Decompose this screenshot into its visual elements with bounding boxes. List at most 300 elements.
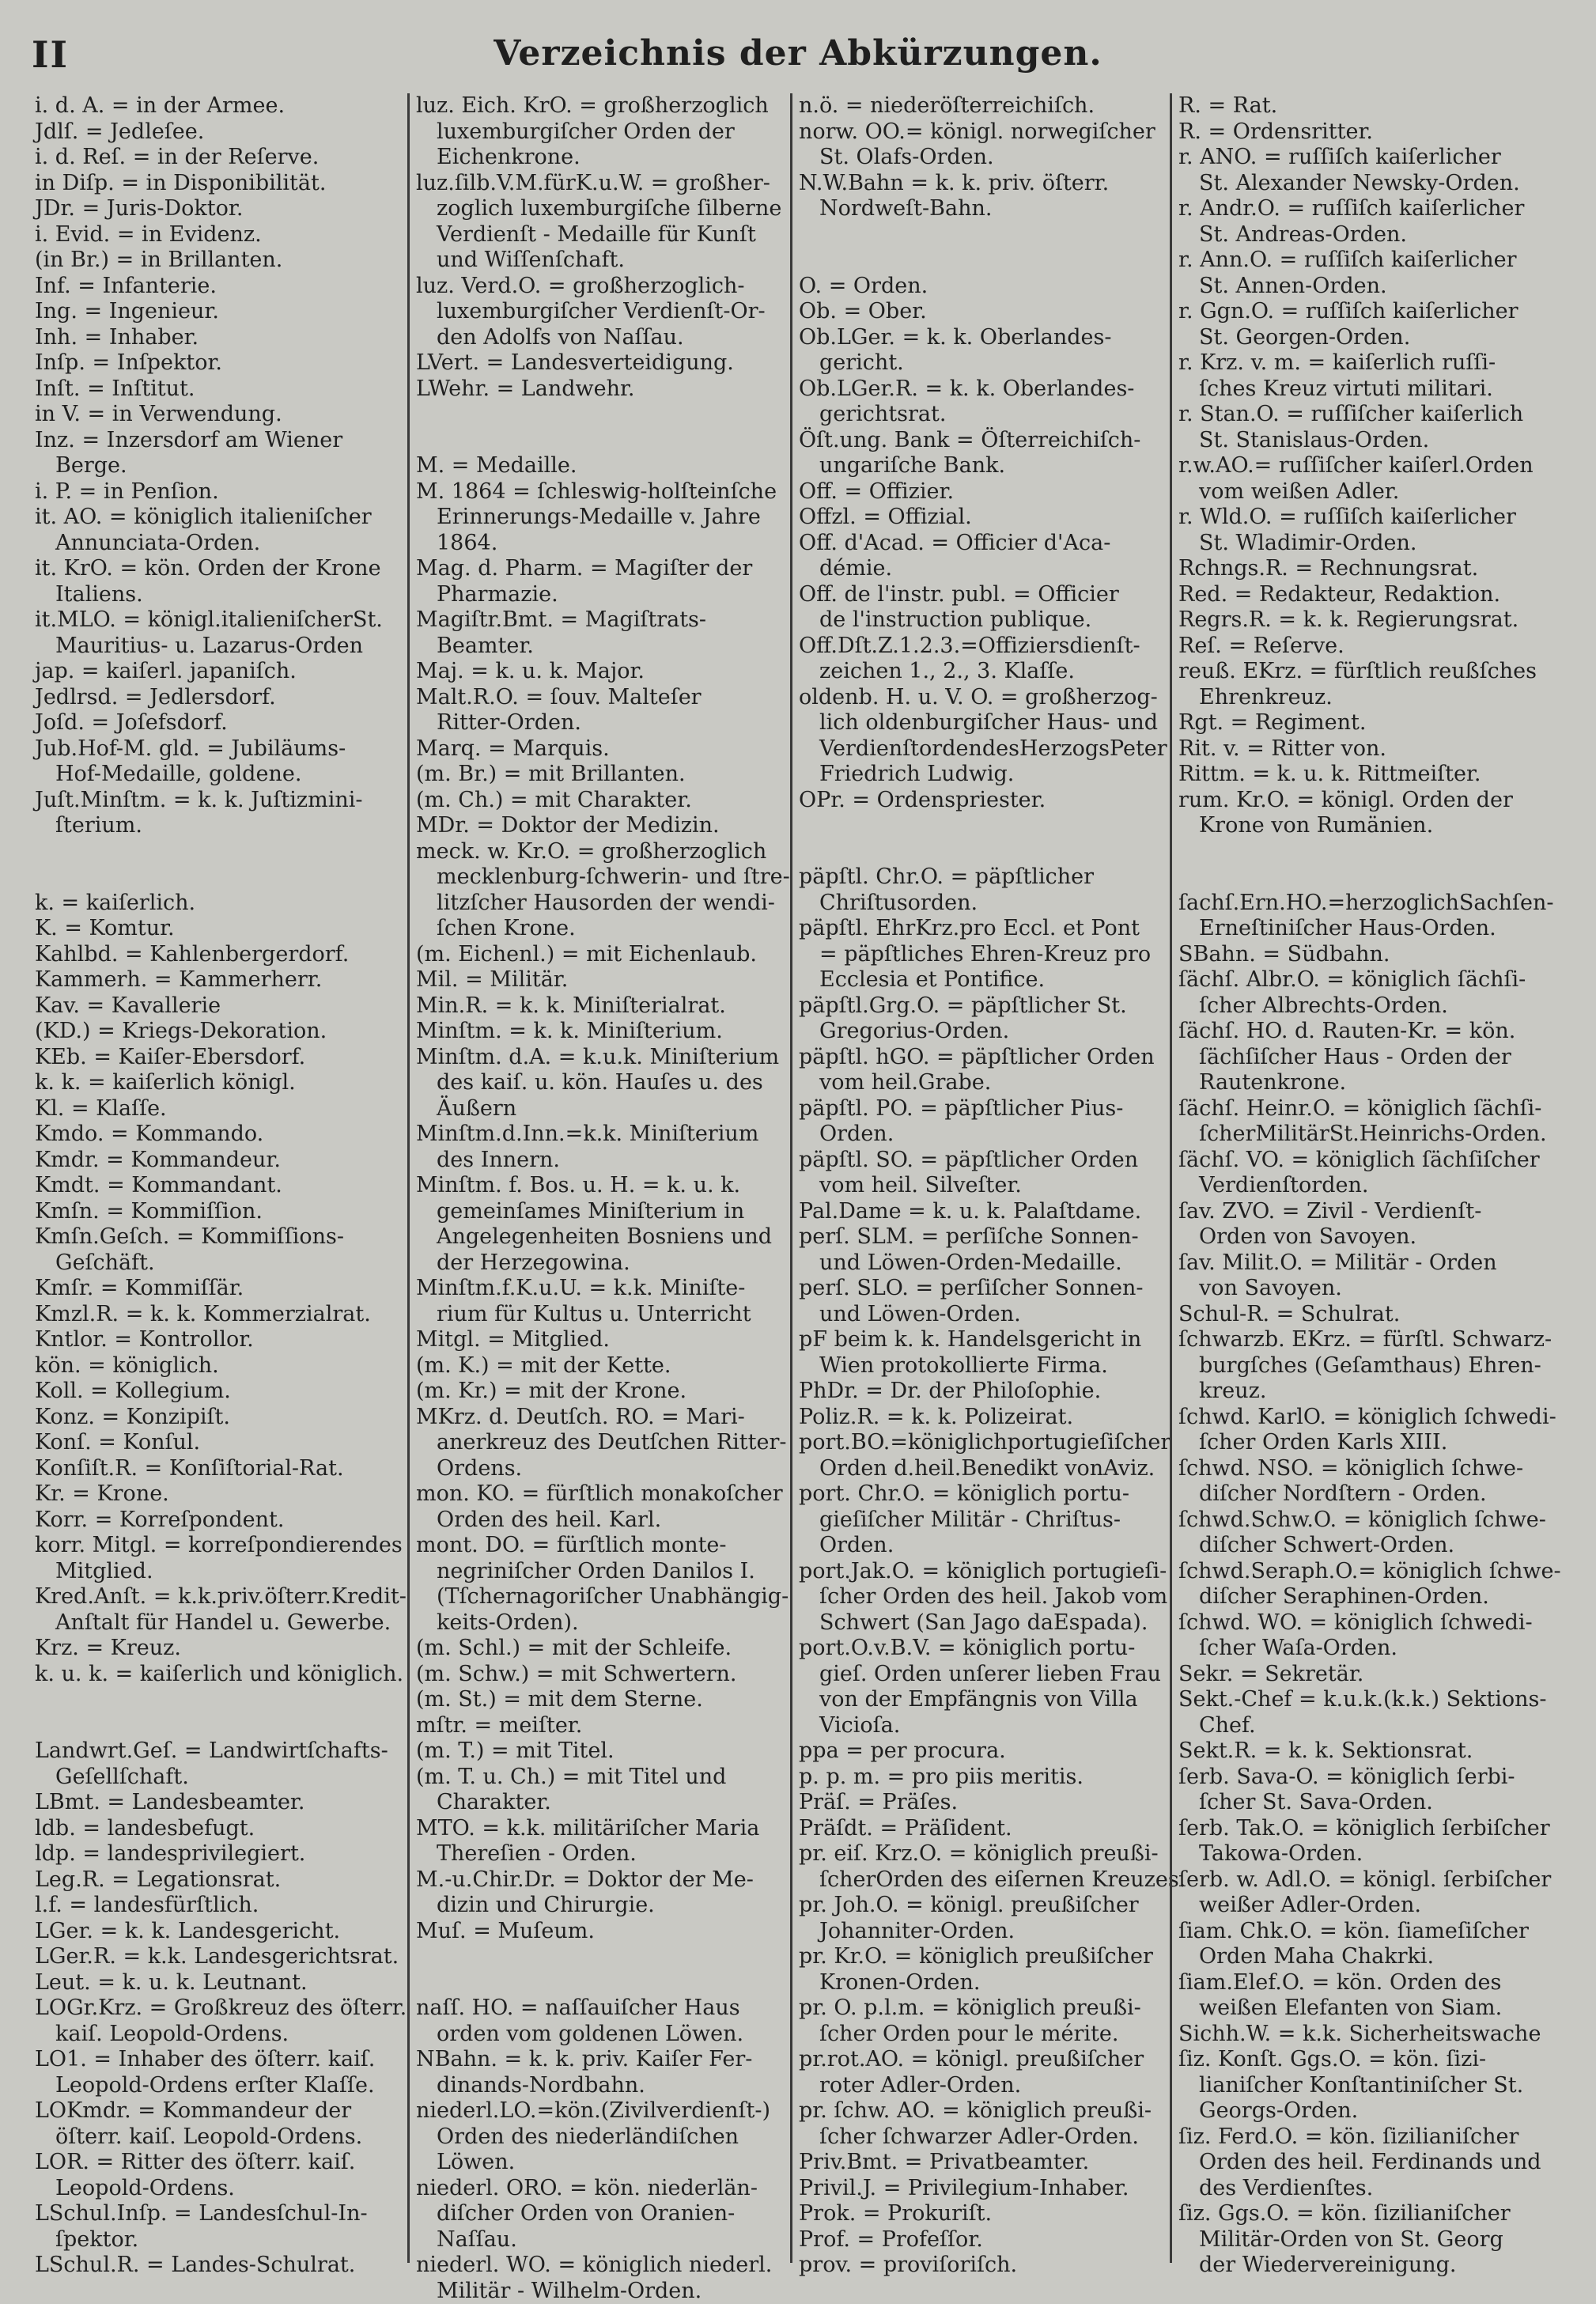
entry-line: Off.Dſt.Z.1.2.3.=Offiziersdienſt- xyxy=(799,634,1163,660)
abbreviation-entry xyxy=(35,479,401,505)
entry-line: ſiam.Elef.O. = kön. Orden des xyxy=(1178,1970,1559,1996)
abbreviation-entry xyxy=(1178,299,1559,350)
entry-continuation: Georgs-Orden. xyxy=(1178,2098,1559,2124)
entry-line: päpſtl. hGO. = päpſtlicher Orden xyxy=(799,1045,1163,1071)
entry-continuation: Äußern xyxy=(416,1096,784,1122)
entry-continuation: ſächſiſcher Haus - Orden der xyxy=(1178,1045,1559,1071)
section-gap xyxy=(416,1944,784,1970)
entry-continuation: Schwert (San Jago daEspada). xyxy=(799,1610,1163,1636)
abbreviation-entry xyxy=(416,274,784,351)
abbreviation-entry xyxy=(799,2047,1163,2098)
abbreviation-entry xyxy=(35,119,401,146)
abbreviation-entry xyxy=(35,1481,401,1508)
entry-continuation: der Herzegowina. xyxy=(416,1250,784,1277)
abbreviation-entry xyxy=(1178,1199,1559,1250)
entry-continuation: = päpſtliches Ehren-Kreuz pro xyxy=(799,942,1163,968)
abbreviation-entry xyxy=(35,1456,401,1482)
abbreviation-entry xyxy=(416,479,784,557)
entry-line: r. ANO. = ruſſiſch kaiſerlicher xyxy=(1178,145,1559,171)
abbreviation-entry xyxy=(799,685,1163,788)
column-4 xyxy=(1170,93,1565,2263)
abbreviation-entry xyxy=(416,1353,784,1379)
entry-line: R. = Ordensritter. xyxy=(1178,119,1559,146)
entry-line: Sekt.R. = k. k. Sektionsrat. xyxy=(1178,1738,1559,1765)
abbreviation-entry xyxy=(35,1816,401,1842)
abbreviation-entry xyxy=(35,556,401,607)
entry-continuation: Geſellſchaft. xyxy=(35,1765,401,1791)
entry-continuation: gieſiſcher Militär - Chriſtus- xyxy=(799,1508,1163,1534)
entry-continuation: rium für Kultus u. Unterricht xyxy=(416,1302,784,1328)
abbreviation-entry xyxy=(1178,1662,1559,1688)
entry-line: Minſtm.d.Inn.=k.k. Miniſterium xyxy=(416,1122,784,1148)
entry-continuation: Orden von Savoyen. xyxy=(1178,1224,1559,1250)
abbreviation-entry xyxy=(35,2150,401,2201)
entry-line: Öſt.ung. Bank = Öſterreichiſch- xyxy=(799,428,1163,454)
abbreviation-entry xyxy=(1178,736,1559,762)
entry-line: (m. Kr.) = mit der Krone. xyxy=(416,1379,784,1405)
abbreviation-entry xyxy=(416,1173,784,1276)
abbreviation-entry xyxy=(35,1533,401,1584)
entry-line: ſerb. w. Adl.O. = königl. ſerbiſcher xyxy=(1178,1867,1559,1894)
entry-continuation: Ordens. xyxy=(416,1456,784,1482)
entry-line: k. k. = kaiſerlich königl. xyxy=(35,1070,401,1096)
entry-continuation: luxemburgiſcher Orden der xyxy=(416,119,784,146)
column-1 xyxy=(32,93,407,2263)
abbreviation-entry xyxy=(35,1944,401,1970)
entry-line: Muſ. = Muſeum. xyxy=(416,1919,784,1945)
abbreviation-entry xyxy=(416,967,784,993)
abbreviation-entry xyxy=(416,685,784,736)
abbreviation-entry xyxy=(799,1636,1163,1738)
entry-continuation: dizin und Chirurgie. xyxy=(416,1893,784,1919)
abbreviation-entry xyxy=(35,1996,401,2047)
entry-continuation: ſcherMilitärSt.Heinrichs-Orden. xyxy=(1178,1122,1559,1148)
section-gap xyxy=(1178,839,1559,865)
entry-continuation: St. Wladimir-Orden. xyxy=(1178,531,1559,557)
entry-line: i. P. = in Penſion. xyxy=(35,479,401,505)
entry-line: (m. Schl.) = mit der Schleife. xyxy=(416,1636,784,1662)
entry-continuation: des kaiſ. u. kön. Hauſes u. des xyxy=(416,1070,784,1096)
entry-line: Kntlor. = Kontrollor. xyxy=(35,1327,401,1353)
entry-line: Präſdt. = Präſident. xyxy=(799,1816,1163,1842)
abbreviation-entry xyxy=(35,274,401,300)
entry-line: M. = Medaille. xyxy=(416,453,784,479)
entry-continuation: mecklenburg-ſchwerin- und ſtre- xyxy=(416,864,784,891)
entry-line: meck. w. Kr.O. = großherzoglich xyxy=(416,839,784,865)
entry-continuation: Annunciata-Orden. xyxy=(35,531,401,557)
entry-continuation: Ehrenkreuz. xyxy=(1178,685,1559,711)
entry-line: norw. OO.= königl. norwegiſcher xyxy=(799,119,1163,146)
abbreviation-entry xyxy=(1178,1738,1559,1765)
entry-line: Rittm. = k. u. k. Rittmeiſter. xyxy=(1178,762,1559,788)
entry-line: Leut. = k. u. k. Leutnant. xyxy=(35,1970,401,1996)
abbreviation-entry xyxy=(35,916,401,942)
entry-line: (m. K.) = mit der Kette. xyxy=(416,1353,784,1379)
entry-continuation: ſcher Orden pour le mérite. xyxy=(799,2022,1163,2048)
entry-line: Reſ. = Reſerve. xyxy=(1178,634,1559,660)
abbreviation-entry xyxy=(416,376,784,403)
abbreviation-entry xyxy=(416,839,784,942)
abbreviation-entry xyxy=(1178,967,1559,1019)
entry-continuation: gieſ. Orden unſerer lieben Frau xyxy=(799,1662,1163,1688)
entry-line: port. Chr.O. = königlich portu- xyxy=(799,1481,1163,1508)
section-gap xyxy=(416,1970,784,1996)
abbreviation-entry xyxy=(799,1893,1163,1944)
entry-line: r. Stan.O. = ruſſiſcher kaiſerlich xyxy=(1178,402,1559,428)
abbreviation-entry xyxy=(35,942,401,968)
entry-continuation: weißen Elefanten von Siam. xyxy=(1178,1996,1559,2022)
abbreviation-entry xyxy=(799,864,1163,916)
entry-continuation: Thereſien - Orden. xyxy=(416,1841,784,1867)
section-gap xyxy=(799,248,1163,274)
abbreviation-entry xyxy=(1178,1250,1559,1302)
abbreviation-entry xyxy=(1178,1405,1559,1456)
entry-continuation: Leopold-Ordens erſter Klaſſe. xyxy=(35,2073,401,2099)
entry-line: Minſtm.f.K.u.U. = k.k. Miniſte- xyxy=(416,1276,784,1302)
abbreviation-entry xyxy=(35,428,401,479)
entry-continuation: Chriſtusorden. xyxy=(799,891,1163,917)
entry-continuation: ſcher St. Sava-Orden. xyxy=(1178,1790,1559,1816)
entry-line: Inz. = Inzersdorf am Wiener xyxy=(35,428,401,454)
entry-line: LOKmdr. = Kommandeur der xyxy=(35,2098,401,2124)
abbreviation-entry xyxy=(1178,710,1559,736)
entry-continuation: Orden des niederländiſchen xyxy=(416,2124,784,2151)
abbreviation-entry xyxy=(799,634,1163,685)
entry-continuation: des Innern. xyxy=(416,1148,784,1174)
entry-continuation: roter Adler-Orden. xyxy=(799,2073,1163,2099)
entry-continuation: ſcher Orden Karls XIII. xyxy=(1178,1430,1559,1456)
abbreviation-entry xyxy=(799,1327,1163,1379)
abbreviation-entry xyxy=(416,1019,784,1045)
abbreviation-entry xyxy=(416,1816,784,1867)
entry-line: Off. de l'instr. publ. = Officier xyxy=(799,582,1163,608)
abbreviation-entry xyxy=(799,1276,1163,1327)
abbreviation-entry xyxy=(1178,1508,1559,1559)
entry-line: in Diſp. = in Disponibilität. xyxy=(35,171,401,197)
entry-continuation: Orden des heil. Ferdinands und xyxy=(1178,2150,1559,2176)
entry-line: it. AO. = königlich italieniſcher xyxy=(35,505,401,531)
abbreviation-entry xyxy=(1178,1456,1559,1508)
abbreviation-entry xyxy=(35,1302,401,1328)
entry-continuation: weißer Adler-Orden. xyxy=(1178,1893,1559,1919)
abbreviation-entry xyxy=(1178,1327,1559,1405)
entry-continuation: ſcherOrden des eiſernen Kreuzes. xyxy=(799,1867,1163,1894)
abbreviation-entry xyxy=(799,1405,1163,1431)
entry-line: Konſiſt.R. = Konſiſtorial-Rat. xyxy=(35,1456,401,1482)
entry-continuation: Vicioſa. xyxy=(799,1713,1163,1739)
entry-line: Poliz.R. = k. k. Polizeirat. xyxy=(799,1405,1163,1431)
abbreviation-entry xyxy=(35,1738,401,1790)
entry-continuation: Leopold-Ordens. xyxy=(35,2176,401,2202)
entry-line: Pal.Dame = k. u. k. Palaſtdame. xyxy=(799,1199,1163,1225)
abbreviation-entry xyxy=(416,788,784,814)
abbreviation-entry xyxy=(35,1893,401,1919)
entry-line: Rchngs.R. = Rechnungsrat. xyxy=(1178,556,1559,582)
entry-line: (m. T. u. Ch.) = mit Titel und xyxy=(416,1765,784,1791)
abbreviation-entry xyxy=(1178,1687,1559,1738)
entry-continuation: und Wiſſenſchaft. xyxy=(416,248,784,274)
abbreviation-entry xyxy=(35,1122,401,1148)
abbreviation-entry xyxy=(799,1224,1163,1276)
entry-line: in V. = in Verwendung. xyxy=(35,402,401,428)
entry-line: Magiſtr.Bmt. = Magiſtrats- xyxy=(416,607,784,634)
entry-line: Red. = Redakteur, Redaktion. xyxy=(1178,582,1559,608)
abbreviation-entry xyxy=(416,1533,784,1636)
abbreviation-entry xyxy=(35,607,401,659)
entry-continuation: Wien protokollierte Firma. xyxy=(799,1353,1163,1379)
entry-line: Leg.R. = Legationsrat. xyxy=(35,1867,401,1894)
abbreviation-entry xyxy=(799,1148,1163,1199)
entry-continuation: Gregorius-Orden. xyxy=(799,1019,1163,1045)
abbreviation-entry xyxy=(416,1867,784,1919)
abbreviation-entry xyxy=(416,2176,784,2253)
abbreviation-entry xyxy=(799,788,1163,814)
entry-continuation: kreuz. xyxy=(1178,1379,1559,1405)
entry-continuation: luxemburgiſcher Verdienſt-Or- xyxy=(416,299,784,325)
entry-line: pr. Kr.O. = königlich preußiſcher xyxy=(799,1944,1163,1970)
abbreviation-entry xyxy=(799,325,1163,376)
entry-continuation: vom heil. Silveſter. xyxy=(799,1173,1163,1199)
entry-continuation: Geſchäft. xyxy=(35,1250,401,1277)
abbreviation-entry xyxy=(1178,453,1559,505)
section-gap xyxy=(35,1713,401,1739)
abbreviation-entry xyxy=(416,1122,784,1173)
entry-line: jap. = kaiſerl. japaniſch. xyxy=(35,659,401,685)
section-gap xyxy=(799,839,1163,865)
abbreviation-entry xyxy=(799,2176,1163,2202)
entry-line: M. 1864 = ſchleswig-holſteinſche xyxy=(416,479,784,505)
entry-continuation: des Verdienſtes. xyxy=(1178,2176,1559,2202)
abbreviation-entry xyxy=(416,813,784,839)
entry-line: Rgt. = Regiment. xyxy=(1178,710,1559,736)
entry-line: Präſ. = Präſes. xyxy=(799,1790,1163,1816)
entry-line: Prof. = Profeſſor. xyxy=(799,2227,1163,2253)
abbreviation-entry xyxy=(1178,2022,1559,2048)
entry-continuation: Orden des heil. Karl. xyxy=(416,1508,784,1534)
entry-continuation: Hof-Medaille, goldene. xyxy=(35,762,401,788)
entry-continuation: Anſtalt für Handel u. Gewerbe. xyxy=(35,1610,401,1636)
entry-line: Juſt.Minſtm. = k. k. Juſtizmini- xyxy=(35,788,401,814)
abbreviation-entry xyxy=(35,1405,401,1431)
entry-continuation: Pharmazie. xyxy=(416,582,784,608)
entry-line: Priv.Bmt. = Privatbeamter. xyxy=(799,2150,1163,2176)
entry-line: Ing. = Ingenieur. xyxy=(35,299,401,325)
abbreviation-entry xyxy=(35,1970,401,1996)
abbreviation-entry xyxy=(35,710,401,736)
entry-line: Min.R. = k. k. Miniſterialrat. xyxy=(416,993,784,1020)
entry-continuation: öſterr. kaiſ. Leopold-Ordens. xyxy=(35,2124,401,2151)
entry-line: PhDr. = Dr. der Philoſophie. xyxy=(799,1379,1163,1405)
abbreviation-entry xyxy=(35,145,401,171)
entry-line: (m. Schw.) = mit Schwertern. xyxy=(416,1662,784,1688)
entry-continuation: Kronen-Orden. xyxy=(799,1970,1163,1996)
abbreviation-entry xyxy=(416,1379,784,1405)
abbreviation-entry xyxy=(1178,634,1559,660)
entry-line: mon. KO. = fürſtlich monakoſcher xyxy=(416,1481,784,1508)
entry-continuation: ſcher Waſa-Orden. xyxy=(1178,1636,1559,1662)
abbreviation-entry xyxy=(35,993,401,1020)
entry-continuation: Orden. xyxy=(799,1533,1163,1559)
entry-line: Inh. = Inhaber. xyxy=(35,325,401,351)
abbreviation-entry xyxy=(1178,1302,1559,1328)
entry-line: ſchwd.Seraph.O.= königlich ſchwe- xyxy=(1178,1559,1559,1585)
abbreviation-entry xyxy=(416,1765,784,1816)
abbreviation-entry xyxy=(416,1327,784,1353)
entry-line: Offzl. = Offizial. xyxy=(799,505,1163,531)
section-gap xyxy=(35,839,401,865)
entry-continuation: Verdienſt - Medaille für Kunſt xyxy=(416,222,784,248)
entry-line: Koll. = Kollegium. xyxy=(35,1379,401,1405)
entry-line: päpſtl. SO. = päpſtlicher Orden xyxy=(799,1148,1163,1174)
abbreviation-entry xyxy=(416,171,784,274)
entry-continuation: VerdienſtordendesHerzogsPeter xyxy=(799,736,1163,762)
entry-continuation: Ecclesia et Pontifice. xyxy=(799,967,1163,993)
entry-continuation: litzſcher Hausorden der wendi- xyxy=(416,891,784,917)
abbreviation-entry xyxy=(799,505,1163,531)
abbreviation-entry xyxy=(35,1867,401,1894)
entry-line: ſiz. Ferd.O. = kön. ſizilianiſcher xyxy=(1178,2124,1559,2151)
entry-continuation: ſpektor. xyxy=(35,2227,401,2253)
entry-line: Malt.R.O. = ſouv. Malteſer xyxy=(416,685,784,711)
entry-line: N.W.Bahn = k. k. priv. öſterr. xyxy=(799,171,1163,197)
entry-line: ſächſ. HO. d. Rauten-Kr. = kön. xyxy=(1178,1019,1559,1045)
abbreviation-entry xyxy=(799,479,1163,505)
entry-continuation: Militär-Orden von St. Georg xyxy=(1178,2227,1559,2253)
entry-continuation: Erneſtiniſcher Haus-Orden. xyxy=(1178,916,1559,942)
abbreviation-entry xyxy=(35,1508,401,1534)
section-gap xyxy=(416,402,784,428)
entry-continuation: Naſſau. xyxy=(416,2227,784,2253)
abbreviation-entry xyxy=(416,350,784,376)
entry-line: päpſtl.Grg.O. = päpſtlicher St. xyxy=(799,993,1163,1020)
entry-line: (in Br.) = in Brillanten. xyxy=(35,248,401,274)
entry-line: ppa = per procura. xyxy=(799,1738,1163,1765)
entry-line: Schul-R. = Schulrat. xyxy=(1178,1302,1559,1328)
entry-line: päpſtl. PO. = päpſtlicher Pius- xyxy=(799,1096,1163,1122)
entry-line: ſachſ.Ern.HO.=herzoglichSachſen- xyxy=(1178,891,1559,917)
entry-line: i. d. Reſ. = in der Reſerve. xyxy=(35,145,401,171)
abbreviation-entry xyxy=(1178,505,1559,556)
abbreviation-entry xyxy=(35,1173,401,1199)
section-gap xyxy=(416,428,784,454)
abbreviation-entry xyxy=(35,325,401,351)
abbreviation-entry xyxy=(1178,196,1559,248)
entry-line: päpſtl. EhrKrz.pro Eccl. et Pont xyxy=(799,916,1163,942)
entry-continuation: Takowa-Orden. xyxy=(1178,1841,1559,1867)
entry-line: Ob.LGer. = k. k. Oberlandes- xyxy=(799,325,1163,351)
entry-line: JDr. = Juris-Doktor. xyxy=(35,196,401,222)
abbreviation-entry xyxy=(1178,788,1559,839)
entry-line: Regrs.R. = k. k. Regierungsrat. xyxy=(1178,607,1559,634)
entry-line: ſchwd. KarlO. = königlich ſchwedi- xyxy=(1178,1405,1559,1431)
entry-line: Inſp. = Inſpektor. xyxy=(35,350,401,376)
abbreviation-entry xyxy=(1178,1096,1559,1148)
abbreviation-entry xyxy=(1178,1148,1559,1199)
abbreviation-entry xyxy=(1178,2201,1559,2279)
entry-line: k. = kaiſerlich. xyxy=(35,891,401,917)
entry-line: Kammerh. = Kammerherr. xyxy=(35,967,401,993)
abbreviation-entry xyxy=(35,1430,401,1456)
entry-continuation: zoglich luxemburgiſche ſilberne xyxy=(416,196,784,222)
entry-continuation: Löwen. xyxy=(416,2150,784,2176)
abbreviation-entry xyxy=(416,453,784,479)
entry-line: it. KrO. = kön. Orden der Krone xyxy=(35,556,401,582)
page-title: Verzeichnis der Abkürzungen. xyxy=(0,33,1596,74)
entry-line: SBahn. = Südbahn. xyxy=(1178,942,1559,968)
entry-continuation: Orden. xyxy=(799,1122,1163,1148)
entry-continuation: von Savoyen. xyxy=(1178,1276,1559,1302)
abbreviation-entry xyxy=(1178,1019,1559,1096)
entry-line: luz. Verd.O. = großherzoglich- xyxy=(416,274,784,300)
abbreviation-entry xyxy=(35,1327,401,1353)
entry-line: Landwrt.Geſ. = Landwirtſchafts- xyxy=(35,1738,401,1765)
entry-continuation: 1864. xyxy=(416,531,784,557)
abbreviation-entry xyxy=(799,1738,1163,1765)
entry-continuation: Chef. xyxy=(1178,1713,1559,1739)
entry-continuation: von der Empfängnis von Villa xyxy=(799,1687,1163,1713)
abbreviation-entry xyxy=(1178,145,1559,196)
abbreviation-entry xyxy=(1178,1867,1559,1919)
abbreviation-entry xyxy=(35,1353,401,1379)
entry-line: i. d. A. = in der Armee. xyxy=(35,93,401,119)
entry-line: LGer. = k. k. Landesgericht. xyxy=(35,1919,401,1945)
entry-line: ſchwd. WO. = königlich ſchwedi- xyxy=(1178,1610,1559,1636)
abbreviation-entry xyxy=(799,916,1163,993)
abbreviation-entry xyxy=(35,788,401,839)
entry-continuation: Beamter. xyxy=(416,634,784,660)
entry-line: ſerb. Tak.O. = königlich ſerbiſcher xyxy=(1178,1816,1559,1842)
abbreviation-entry xyxy=(35,222,401,248)
abbreviation-entry xyxy=(799,1765,1163,1791)
entry-line: naſſ. HO. = naſſauiſcher Haus xyxy=(416,1996,784,2022)
entry-continuation: St. Alexander Newsky-Orden. xyxy=(1178,171,1559,197)
entry-line: Kmſr. = Kommiſſär. xyxy=(35,1276,401,1302)
entry-continuation: gericht. xyxy=(799,350,1163,376)
abbreviation-entry xyxy=(35,1224,401,1276)
abbreviation-entry xyxy=(799,1379,1163,1405)
entry-line: M.-u.Chir.Dr. = Doktor der Me- xyxy=(416,1867,784,1894)
abbreviation-entry xyxy=(35,2098,401,2150)
entry-continuation: Nordweſt-Bahn. xyxy=(799,196,1163,222)
entry-line: r. Andr.O. = ruſſiſch kaiſerlicher xyxy=(1178,196,1559,222)
entry-continuation: Mauritius- u. Lazarus-Orden xyxy=(35,634,401,660)
entry-line: LSchul.Inſp. = Landesſchul-In- xyxy=(35,2201,401,2227)
entry-line: NBahn. = k. k. priv. Kaiſer Fer- xyxy=(416,2047,784,2073)
entry-line: MKrz. d. Deutſch. RO. = Mari- xyxy=(416,1405,784,1431)
abbreviation-entry xyxy=(416,942,784,968)
entry-continuation: Erinnerungs-Medaille v. Jahre xyxy=(416,505,784,531)
abbreviation-entry xyxy=(1178,93,1559,119)
abbreviation-entry xyxy=(35,1019,401,1045)
entry-line: OPr. = Ordenspriester. xyxy=(799,788,1163,814)
abbreviation-entry xyxy=(416,93,784,171)
section-gap xyxy=(799,222,1163,248)
entry-continuation: Rautenkrone. xyxy=(1178,1070,1559,1096)
abbreviation-entry xyxy=(35,376,401,403)
entry-line: ſiam. Chk.O. = kön. ſiameſiſcher xyxy=(1178,1919,1559,1945)
entry-line: ſav. ZVO. = Zivil - Verdienſt- xyxy=(1178,1199,1559,1225)
entry-line: ſchwd. NSO. = königlich ſchwe- xyxy=(1178,1456,1559,1482)
abbreviation-entry xyxy=(416,1738,784,1765)
abbreviation-entry xyxy=(1178,402,1559,453)
entry-line: Jdlſ. = Jedleſee. xyxy=(35,119,401,146)
entry-line: Off. = Offizier. xyxy=(799,479,1163,505)
abbreviation-entry xyxy=(35,1379,401,1405)
entry-line: Ob.LGer.R. = k. k. Oberlandes- xyxy=(799,376,1163,403)
entry-line: LSchul.R. = Landes-Schulrat. xyxy=(35,2253,401,2279)
entry-line: R. = Rat. xyxy=(1178,93,1559,119)
entry-continuation: Ritter-Orden. xyxy=(416,710,784,736)
